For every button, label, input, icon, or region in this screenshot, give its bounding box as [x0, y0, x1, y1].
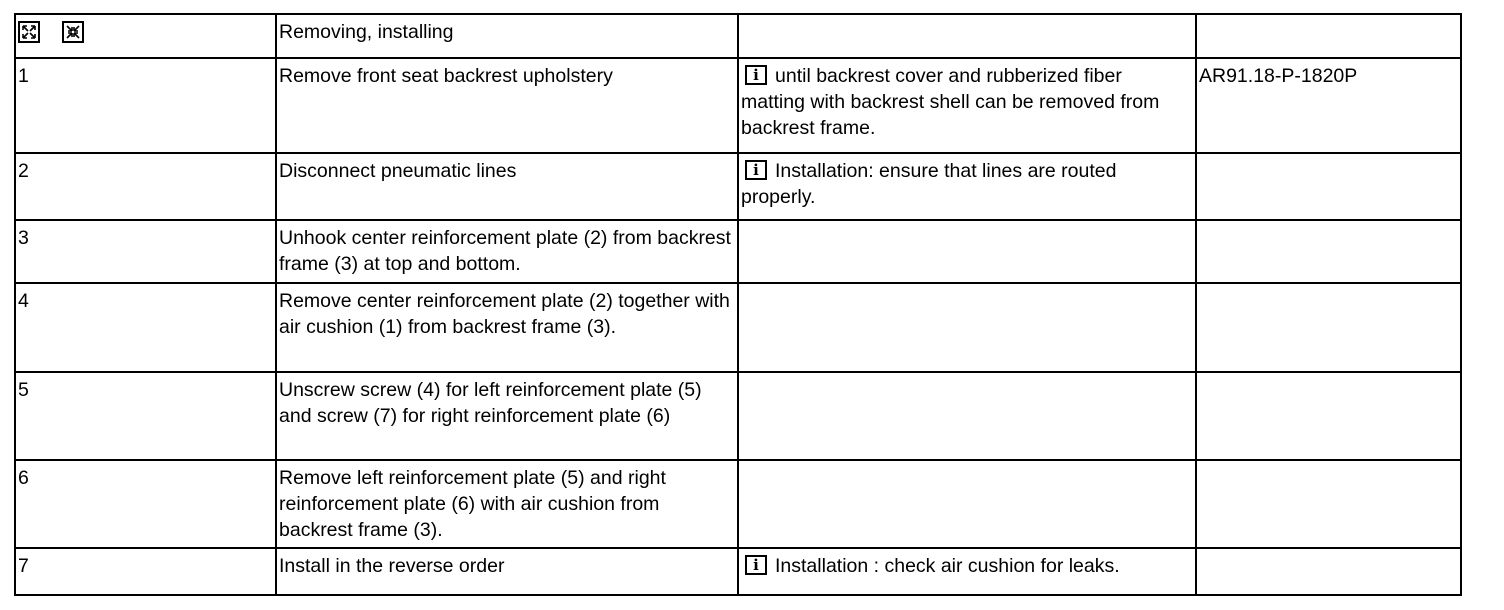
header-title: Removing, installing	[276, 14, 738, 58]
collapse-all-icon[interactable]	[62, 21, 84, 43]
step-reference	[1196, 372, 1461, 460]
info-icon: i	[745, 65, 767, 85]
step-note	[738, 460, 1196, 548]
step-reference[interactable]: AR91.18-P-1820P	[1196, 58, 1461, 153]
step-action: Disconnect pneumatic lines	[276, 153, 738, 220]
procedure-table	[14, 13, 1462, 596]
info-icon: i	[745, 555, 767, 575]
step-note	[738, 372, 1196, 460]
step-action: Install in the reverse order	[276, 548, 738, 595]
table-row	[15, 153, 1461, 220]
table-row	[15, 283, 1461, 372]
step-number: 5	[15, 372, 276, 460]
header-icons-cell	[15, 14, 276, 58]
header-note-cell	[738, 14, 1196, 58]
table-row	[15, 548, 1461, 595]
table-row	[15, 58, 1461, 153]
step-action: Remove left reinforcement plate (5) and right reinforcement plate (6) with air cushion from backrest frame (3).	[276, 460, 738, 548]
step-reference	[1196, 548, 1461, 595]
step-action: Remove center reinforcement plate (2) together with air cushion (1) from backrest frame (3).	[276, 283, 738, 372]
step-note	[738, 220, 1196, 283]
step-number: 6	[15, 460, 276, 548]
info-icon: i	[745, 160, 767, 180]
step-number: 3	[15, 220, 276, 283]
step-note	[738, 283, 1196, 372]
table-row	[15, 372, 1461, 460]
step-note	[738, 153, 1196, 220]
step-number: 2	[15, 153, 276, 220]
step-action: Remove front seat backrest upholstery	[276, 58, 738, 153]
table-row	[15, 220, 1461, 283]
step-note	[738, 548, 1196, 595]
step-number: 1	[15, 58, 276, 153]
step-reference	[1196, 460, 1461, 548]
step-reference	[1196, 153, 1461, 220]
step-reference	[1196, 283, 1461, 372]
step-note	[738, 58, 1196, 153]
step-number: 4	[15, 283, 276, 372]
step-action: Unhook center reinforcement plate (2) from backrest frame (3) at top and bottom.	[276, 220, 738, 283]
step-action: Unscrew screw (4) for left reinforcement plate (5) and screw (7) for right reinforcement plate (6)	[276, 372, 738, 460]
step-reference	[1196, 220, 1461, 283]
header-ref-cell	[1196, 14, 1461, 58]
header-row	[15, 14, 1461, 58]
expand-all-icon[interactable]	[18, 21, 40, 43]
step-note-text: until backrest cover and rubberized fiber matting with backrest shell can be removed from backrest frame.	[741, 65, 1160, 139]
step-number: 7	[15, 548, 276, 595]
step-note-text: Installation : check air cushion for leaks.	[775, 555, 1120, 577]
step-note-text: Installation: ensure that lines are routed properly.	[741, 160, 1117, 208]
table-row	[15, 460, 1461, 548]
